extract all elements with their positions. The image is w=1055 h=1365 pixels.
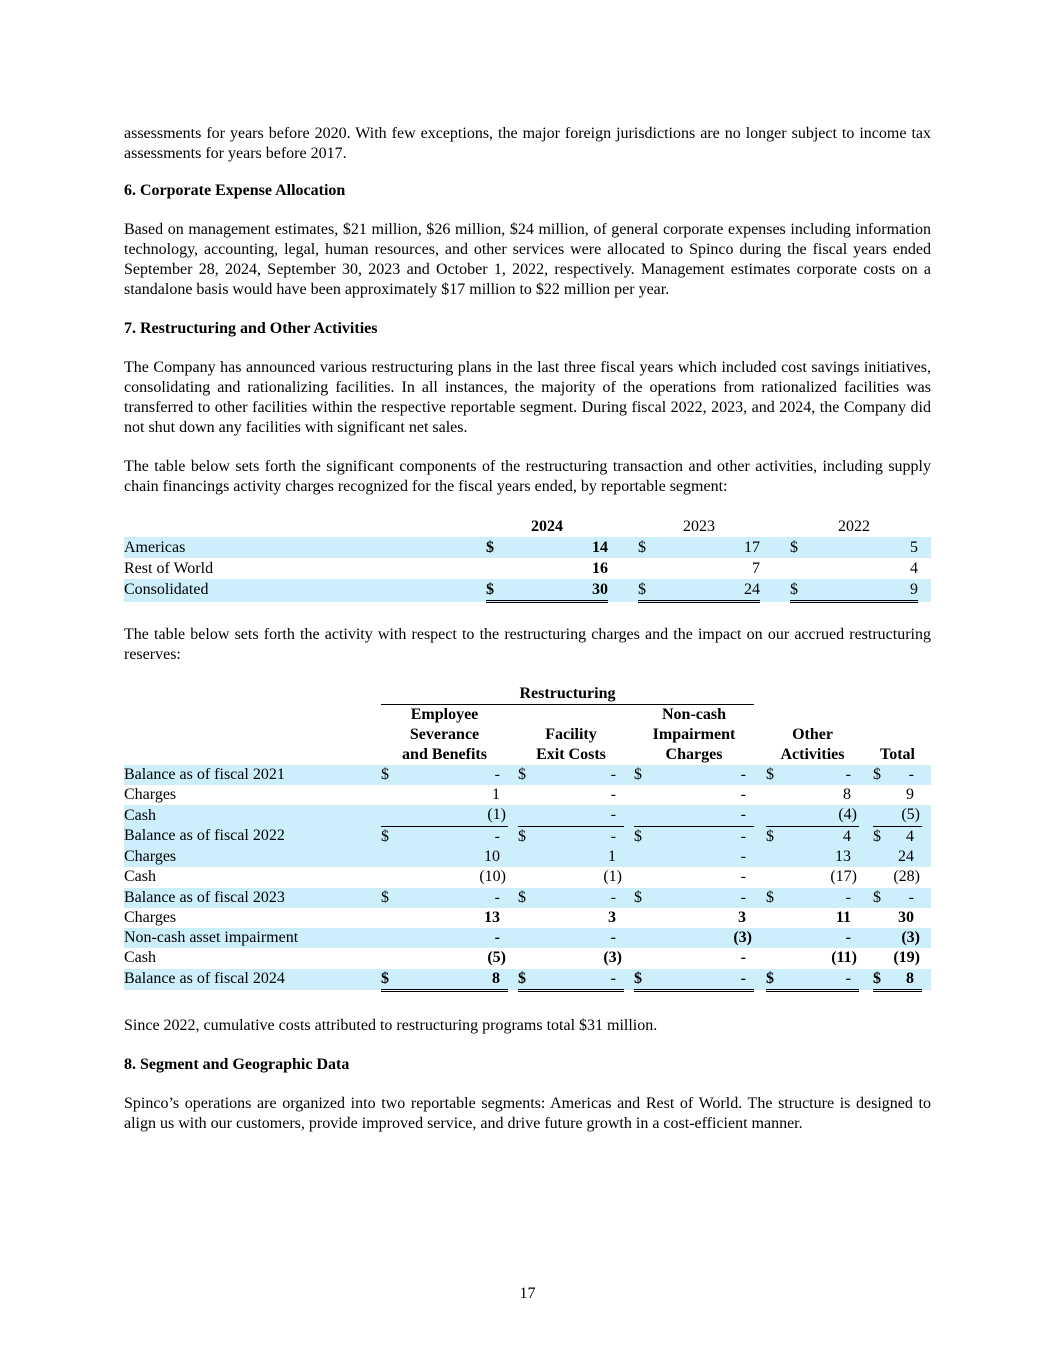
cell-value: 13	[780, 847, 859, 867]
year-header-2023: 2023	[683, 517, 715, 535]
restructuring-reserve-table	[124, 684, 931, 992]
cell-value: -	[648, 765, 754, 785]
year-header-2024: 2024	[531, 517, 563, 535]
currency-sign: $	[766, 969, 780, 991]
currency-sign: $	[873, 826, 887, 847]
cell-value: -	[648, 847, 754, 867]
col-header-employee-severance: Employee Severance and Benefits	[402, 706, 487, 763]
currency-sign: $	[486, 537, 504, 558]
cell-value: -	[395, 826, 508, 847]
row-label: Balance as of fiscal 2023	[124, 888, 381, 908]
cell-value: 8	[395, 969, 508, 991]
row-label: Americas	[124, 537, 486, 558]
currency-sign: $	[381, 969, 395, 991]
cell-value: (1)	[603, 868, 622, 885]
row-label: Charges	[124, 847, 381, 867]
currency-sign: $	[766, 888, 780, 908]
table-row	[124, 948, 931, 969]
document-page	[124, 124, 931, 1134]
cell-value: -	[395, 888, 508, 908]
cell-value: (11)	[831, 949, 857, 966]
cell-value: -	[887, 765, 922, 785]
intro-paragraph: assessments for years before 2020. With few exceptions, the major foreign jurisdictions are no longer subject to income tax assessments for years before 2017.	[124, 125, 931, 162]
cell-value: -	[780, 888, 859, 908]
currency-sign: $	[486, 579, 504, 602]
cell-value: -	[648, 826, 754, 847]
row-label: Charges	[124, 908, 177, 926]
row-label: Cash	[124, 805, 381, 826]
currency-sign: $	[518, 969, 532, 991]
cell-value: -	[740, 786, 746, 803]
currency-sign: $	[518, 765, 532, 785]
currency-sign: $	[790, 537, 808, 558]
cell-value: -	[648, 805, 754, 826]
cell-value: 13	[484, 908, 500, 926]
cell-value: 4	[887, 826, 922, 847]
currency-sign: $	[873, 888, 887, 908]
table-row	[124, 805, 931, 826]
currency-sign: $	[766, 826, 780, 847]
table-row	[124, 908, 931, 928]
year-header-2022: 2022	[838, 517, 870, 535]
cell-value: 8	[887, 969, 922, 991]
cell-value: 8	[843, 786, 851, 803]
currency-sign: $	[381, 888, 395, 908]
cell-value: (5)	[487, 949, 506, 966]
cell-value: 1	[492, 786, 500, 803]
cell-value: -	[780, 928, 859, 948]
segment-charges-table	[124, 516, 931, 603]
table-row	[124, 867, 931, 888]
table-row	[124, 765, 931, 785]
col-header-other-activities: Other Activities	[780, 726, 845, 763]
cell-value: (1)	[395, 805, 508, 826]
value-2023: 24	[656, 579, 760, 602]
cell-value: (28)	[893, 868, 920, 885]
cell-value: -	[532, 888, 624, 908]
row-label: Balance as of fiscal 2022	[124, 826, 381, 847]
currency-sign: $	[873, 765, 887, 785]
value-2023: 7	[752, 559, 760, 577]
restructuring-group-header: Restructuring	[381, 684, 754, 705]
currency-sign: $	[766, 765, 780, 785]
cell-value: 24	[887, 847, 922, 867]
cell-value: 9	[906, 786, 914, 803]
section-7-heading: 7. Restructuring and Other Activities	[124, 320, 378, 337]
section-7-paragraph-3: The table below sets forth the activity with respect to the restructuring charges and the impact on our accrued restructuring reserves:	[124, 626, 931, 663]
currency-sign: $	[634, 765, 648, 785]
col-header-noncash-impairment: Non-cash Impairment Charges	[652, 706, 736, 763]
table-row	[124, 928, 931, 948]
table-row	[124, 785, 931, 805]
table-row	[124, 969, 931, 991]
value-2022: 4	[910, 559, 918, 577]
row-label: Rest of World	[124, 559, 214, 577]
cell-value: -	[395, 765, 508, 785]
currency-sign: $	[381, 826, 395, 847]
table-row	[124, 847, 931, 867]
table-row	[124, 579, 931, 602]
page-number: 17	[519, 1285, 536, 1302]
cell-value: -	[648, 888, 754, 908]
currency-sign: $	[873, 969, 887, 991]
value-2024: 16	[592, 559, 608, 577]
cell-value: -	[780, 969, 859, 991]
group-header-row	[124, 684, 931, 705]
currency-sign: $	[634, 969, 648, 991]
currency-sign: $	[634, 888, 648, 908]
cell-value: -	[532, 765, 624, 785]
cell-value: 3	[738, 908, 746, 926]
row-label: Cash	[124, 949, 156, 966]
currency-sign: $	[381, 765, 395, 785]
row-label: Non-cash asset impairment	[124, 928, 381, 948]
section-8-heading: 8. Segment and Geographic Data	[124, 1055, 350, 1073]
col-header-total: Total	[880, 746, 915, 763]
value-2022: 5	[808, 537, 918, 558]
section-8-paragraph: Spinco’s operations are organized into two reportable segments: Americas and Rest of World. The structure is designed to align us with our customers, provide improved service, and drive future growth in a cost-efficient manner.	[124, 1094, 931, 1132]
cell-value: -	[532, 969, 624, 991]
cell-value: (5)	[887, 805, 922, 826]
cell-value: (4)	[780, 805, 859, 826]
cell-value: -	[532, 805, 624, 826]
cell-value: 1	[532, 847, 624, 867]
cell-value: (3)	[603, 949, 622, 966]
cell-value: 11	[835, 908, 851, 926]
value-2022: 9	[808, 579, 918, 602]
cell-value: -	[532, 928, 624, 948]
row-label: Balance as of fiscal 2024	[124, 969, 381, 991]
currency-sign: $	[638, 579, 656, 602]
cell-value: -	[610, 786, 616, 803]
cell-value: -	[648, 969, 754, 991]
cell-value: -	[887, 888, 922, 908]
column-header-row	[124, 705, 931, 766]
cell-value: -	[532, 826, 624, 847]
segment-table-header	[124, 516, 931, 537]
cell-value: -	[780, 765, 859, 785]
cell-value: (10)	[479, 868, 506, 885]
section-7-paragraph-2: The table below sets forth the significant components of the restructuring transaction and other activities, including supply chain financings activity charges recognized for the fiscal years ended, by reportable segment:	[124, 458, 931, 495]
row-label: Consolidated	[124, 579, 486, 602]
section-7-paragraph-4: Since 2022, cumulative costs attributed to restructuring programs total $31 million.	[124, 1016, 658, 1034]
currency-sign: $	[790, 579, 808, 602]
cell-value: -	[740, 949, 746, 966]
cell-value: (19)	[893, 949, 920, 966]
cell-value: -	[740, 868, 746, 885]
currency-sign: $	[638, 537, 656, 558]
table-row	[124, 826, 931, 847]
cell-value: (3)	[648, 928, 754, 948]
table-row	[124, 558, 931, 579]
cell-value: 30	[898, 908, 914, 926]
currency-sign: $	[518, 888, 532, 908]
section-6-heading: 6. Corporate Expense Allocation	[124, 182, 346, 199]
row-label: Cash	[124, 868, 156, 885]
section-7-paragraph-1: The Company has announced various restructuring plans in the last three fiscal years which included cost savings initiatives, consolidating and rationalizing facilities. In all instances, the majority of the operations from rationalized facilities was transferred to other facilities within the respective reportable segment. During fiscal 2022, 2023, and 2024, the Company did not shut down any facilities with significant net sales.	[124, 359, 931, 436]
cell-value: 3	[608, 908, 616, 926]
cell-value: 10	[395, 847, 508, 867]
currency-sign: $	[518, 826, 532, 847]
value-2023: 17	[656, 537, 760, 558]
row-label: Balance as of fiscal 2021	[124, 765, 381, 785]
currency-sign: $	[634, 826, 648, 847]
value-2024: 30	[504, 579, 608, 602]
cell-value: (3)	[887, 928, 922, 948]
table-row	[124, 537, 931, 558]
cell-value: (17)	[830, 868, 857, 885]
cell-value: -	[395, 928, 508, 948]
row-label: Charges	[124, 786, 177, 803]
value-2024: 14	[504, 537, 608, 558]
cell-value: 4	[780, 826, 859, 847]
col-header-facility-exit: Facility Exit Costs	[536, 726, 606, 763]
table-row	[124, 888, 931, 908]
section-6-paragraph: Based on management estimates, $21 million, $26 million, $24 million, of general corporate expenses including information technology, accounting, legal, human resources, and other services were allocated to Spinco during the fiscal years ended September 28, 2024, September 30, 2023 and October 1, 2022, respectively. Management estimates corporate costs on a standalone basis would have been approximately $17 million to $22 million per year.	[124, 221, 931, 298]
